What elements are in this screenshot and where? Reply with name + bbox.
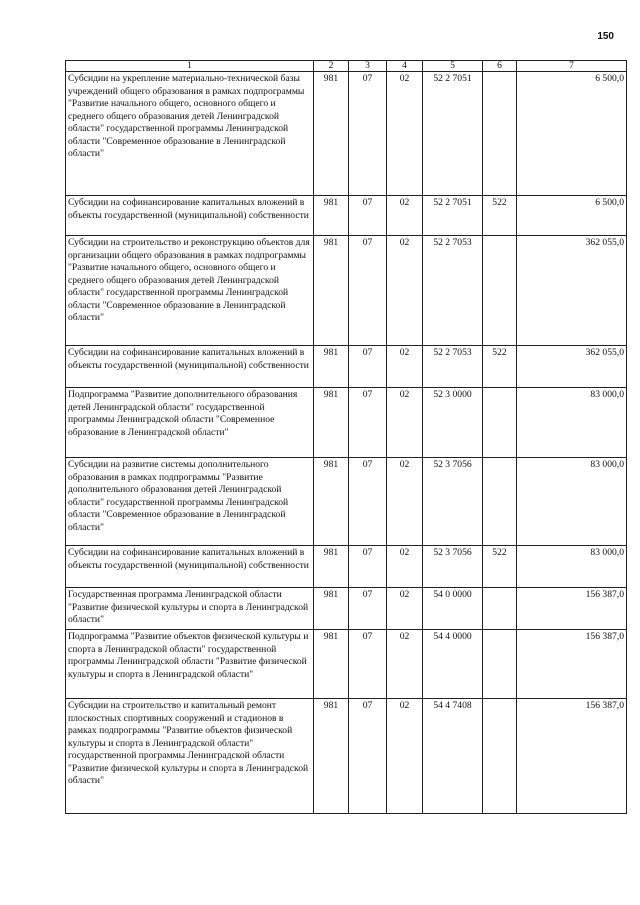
row-name: Подпрограмма "Развитие объектов физической культуры и спорта в Ленинградской области" государственной программы Ленинградской области "Развитие физической культуры и спорта в Ленинградской области" (66, 630, 314, 699)
cell-subsection: 02 (387, 630, 423, 699)
cell-amount: 83 000,0 (517, 546, 627, 588)
cell-section: 07 (349, 72, 387, 196)
cell-admin-code: 981 (314, 699, 349, 814)
header-cell: 3 (349, 61, 387, 72)
table-row (66, 588, 627, 630)
table-row (66, 72, 627, 196)
cell-admin-code: 981 (314, 236, 349, 346)
header-cell: 5 (423, 61, 483, 72)
table-row (66, 458, 627, 546)
cell-expense-type: 522 (483, 546, 517, 588)
header-cell: 2 (314, 61, 349, 72)
row-name: Государственная программа Ленинградской области "Развитие физической культуры и спорта в Ленинградской области" (66, 588, 314, 630)
header-cell: 1 (66, 61, 314, 72)
cell-target-article: 52 2 7051 (423, 196, 483, 236)
cell-subsection: 02 (387, 196, 423, 236)
cell-target-article: 54 4 0000 (423, 630, 483, 699)
cell-amount: 6 500,0 (517, 196, 627, 236)
cell-section: 07 (349, 196, 387, 236)
row-name: Субсидии на строительство и капитальный ремонт плоскостных спортивных сооружений и стадионов в рамках подпрограммы "Развитие объектов физической культуры и спорта в Ленинградской области" государственной программы Ленинградской области "Развитие физической культуры и спорта в Ленинградской области" (66, 699, 314, 814)
page-number: 150 (597, 31, 614, 42)
cell-subsection: 02 (387, 588, 423, 630)
cell-admin-code: 981 (314, 546, 349, 588)
cell-admin-code: 981 (314, 388, 349, 458)
row-name: Субсидии на строительство и реконструкцию объектов для организации общего образования в рамках подпрограммы "Развитие начального общего, основного общего и среднего общего образования детей Ленинградской области" государственной программы Ленинградской области "Современное образование в Ленинградской области" (66, 236, 314, 346)
cell-subsection: 02 (387, 546, 423, 588)
table-row (66, 699, 627, 814)
cell-expense-type (483, 458, 517, 546)
row-name: Субсидии на софинансирование капитальных вложений в объекты государственной (муниципальной) собственности (66, 346, 314, 388)
cell-section: 07 (349, 699, 387, 814)
cell-section: 07 (349, 346, 387, 388)
cell-subsection: 02 (387, 699, 423, 814)
cell-subsection: 02 (387, 236, 423, 346)
cell-amount: 156 387,0 (517, 699, 627, 814)
cell-section: 07 (349, 588, 387, 630)
cell-target-article: 54 4 7408 (423, 699, 483, 814)
row-name: Подпрограмма "Развитие дополнительного образования детей Ленинградской области" государственной программы Ленинградской области "Современное образование в Ленинградской области" (66, 388, 314, 458)
cell-subsection: 02 (387, 458, 423, 546)
header-cell: 4 (387, 61, 423, 72)
cell-admin-code: 981 (314, 458, 349, 546)
row-name: Субсидии на софинансирование капитальных вложений в объекты государственной (муниципальной) собственности (66, 196, 314, 236)
row-name: Субсидии на укрепление материально-технической базы учреждений общего образования в рамках подпрограммы "Развитие начального общего, основного общего и среднего общего образования детей Ленинградской области" государственной программы Ленинградской области "Современное образование в Ленинградской области" (66, 72, 314, 196)
cell-admin-code: 981 (314, 588, 349, 630)
cell-section: 07 (349, 630, 387, 699)
header-cell: 7 (517, 61, 627, 72)
cell-amount: 83 000,0 (517, 388, 627, 458)
cell-target-article: 52 2 7053 (423, 236, 483, 346)
cell-admin-code: 981 (314, 72, 349, 196)
cell-target-article: 52 3 7056 (423, 546, 483, 588)
cell-expense-type (483, 699, 517, 814)
cell-admin-code: 981 (314, 346, 349, 388)
cell-expense-type (483, 630, 517, 699)
table-row (66, 196, 627, 236)
cell-section: 07 (349, 236, 387, 346)
cell-expense-type (483, 72, 517, 196)
cell-admin-code: 981 (314, 196, 349, 236)
cell-subsection: 02 (387, 72, 423, 196)
header-row (66, 61, 627, 72)
table-row (66, 236, 627, 346)
cell-section: 07 (349, 546, 387, 588)
cell-expense-type: 522 (483, 196, 517, 236)
table-row (66, 346, 627, 388)
table-row (66, 630, 627, 699)
cell-section: 07 (349, 458, 387, 546)
cell-target-article: 52 2 7051 (423, 72, 483, 196)
budget-table (65, 60, 627, 814)
cell-subsection: 02 (387, 388, 423, 458)
cell-expense-type (483, 388, 517, 458)
header-cell: 6 (483, 61, 517, 72)
cell-subsection: 02 (387, 346, 423, 388)
cell-target-article: 52 2 7053 (423, 346, 483, 388)
cell-expense-type: 522 (483, 346, 517, 388)
cell-amount: 6 500,0 (517, 72, 627, 196)
cell-section: 07 (349, 388, 387, 458)
cell-amount: 362 055,0 (517, 346, 627, 388)
cell-amount: 362 055,0 (517, 236, 627, 346)
table-row (66, 546, 627, 588)
cell-expense-type (483, 236, 517, 346)
cell-expense-type (483, 588, 517, 630)
row-name: Субсидии на развитие системы дополнительного образования в рамках подпрограммы "Развитие дополнительного образования детей Ленинградской области" государственной программы Ленинградской области "Современное образование в Ленинградской области" (66, 458, 314, 546)
cell-target-article: 52 3 7056 (423, 458, 483, 546)
cell-amount: 156 387,0 (517, 588, 627, 630)
cell-amount: 83 000,0 (517, 458, 627, 546)
cell-target-article: 52 3 0000 (423, 388, 483, 458)
cell-target-article: 54 0 0000 (423, 588, 483, 630)
table-row (66, 388, 627, 458)
cell-admin-code: 981 (314, 630, 349, 699)
cell-amount: 156 387,0 (517, 630, 627, 699)
row-name: Субсидии на софинансирование капитальных вложений в объекты государственной (муниципальной) собственности (66, 546, 314, 588)
